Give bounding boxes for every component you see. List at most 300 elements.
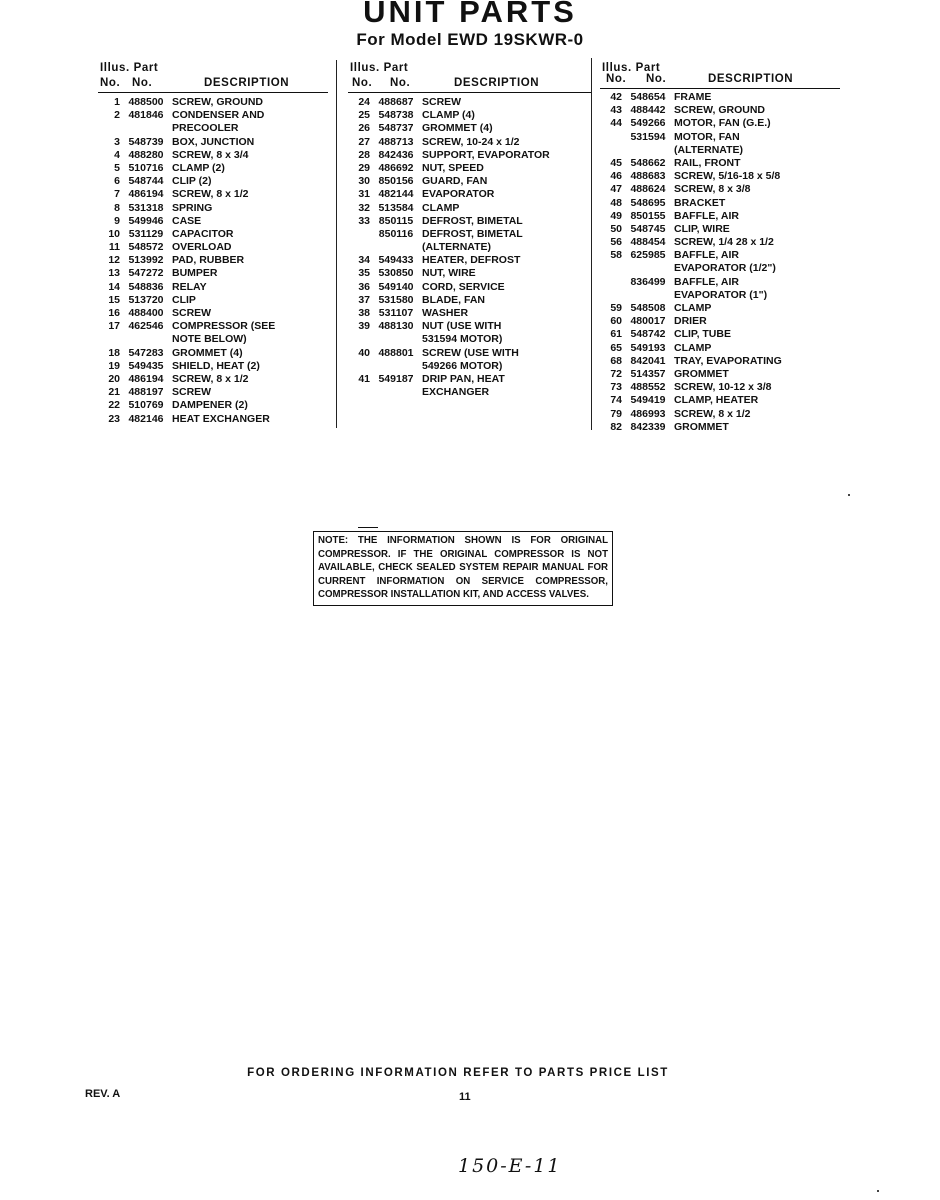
part-number: 850116 xyxy=(378,227,414,240)
illus-number: 56 xyxy=(610,236,622,249)
part-number: 548572 xyxy=(128,241,164,254)
part-number: 842339 xyxy=(630,420,666,433)
part-description: BAFFLE, AIR xyxy=(674,275,739,288)
part-description: CLIP, WIRE xyxy=(674,222,730,235)
part-description: BRACKET xyxy=(674,196,726,209)
part-row xyxy=(98,149,328,162)
part-description: HEAT EXCHANGER xyxy=(172,412,270,425)
part-number: 513584 xyxy=(378,201,414,214)
part-row xyxy=(348,136,592,149)
part-row xyxy=(348,122,592,135)
header-rule xyxy=(348,92,592,93)
part-description: BUMPER xyxy=(172,267,218,280)
part-number: 488400 xyxy=(128,307,164,319)
part-number: 488130 xyxy=(378,320,414,333)
model-subtitle: For Model EWD 19SKWR-0 xyxy=(356,30,584,49)
part-row xyxy=(98,333,328,346)
part-number: 548508 xyxy=(630,302,666,314)
illus-number: 48 xyxy=(610,196,622,209)
part-row xyxy=(348,333,592,346)
illus-number: 39 xyxy=(358,320,370,333)
part-number: 482144 xyxy=(378,188,414,201)
part-number xyxy=(370,241,422,254)
part-description: SPRING xyxy=(172,201,213,214)
illus-number: 32 xyxy=(358,201,370,214)
illus-number: 2 xyxy=(114,109,120,122)
illus-number xyxy=(348,360,370,373)
part-number: 842436 xyxy=(378,148,414,161)
part-description: CORD, SERVICE xyxy=(422,280,505,293)
part-row xyxy=(348,294,592,307)
part-row xyxy=(600,381,840,394)
illus-number: 10 xyxy=(108,227,120,240)
part-row xyxy=(600,421,840,434)
part-row xyxy=(98,347,328,360)
part-row xyxy=(600,262,840,275)
part-row xyxy=(98,413,328,426)
part-description: CLIP (2) xyxy=(172,175,212,188)
part-number: 547272 xyxy=(128,267,164,280)
part-description: GROMMET xyxy=(674,420,729,433)
header-illus-no: No. xyxy=(352,77,373,89)
part-description: CLAMP, HEATER xyxy=(674,394,759,407)
part-number: 488801 xyxy=(378,346,414,359)
scan-speck xyxy=(877,1190,879,1192)
part-description: RAIL, FRONT xyxy=(674,156,741,169)
part-row xyxy=(98,386,328,399)
part-description: SCREW, 8 x 1/2 xyxy=(172,372,249,385)
part-description: 531594 MOTOR) xyxy=(422,333,503,346)
part-row xyxy=(348,347,592,360)
header-illus-no: No. xyxy=(606,73,627,85)
part-description: (ALTERNATE) xyxy=(422,241,492,254)
illus-number: 25 xyxy=(358,109,370,122)
part-row xyxy=(600,408,840,421)
part-row xyxy=(98,267,328,280)
part-row xyxy=(600,91,840,104)
illus-number xyxy=(348,386,370,399)
part-description: SHIELD, HEAT (2) xyxy=(172,359,260,372)
part-number: 549140 xyxy=(378,280,414,293)
part-description: (ALTERNATE) xyxy=(674,143,744,156)
illus-number: 79 xyxy=(610,407,622,420)
illus-number: 43 xyxy=(610,104,622,117)
illus-number: 30 xyxy=(358,175,370,188)
part-description: MOTOR, FAN (G.E.) xyxy=(674,117,771,130)
part-row xyxy=(98,241,328,254)
part-number: 510716 xyxy=(128,161,164,174)
header-part-no: No. xyxy=(390,77,411,89)
part-description: CLAMP (2) xyxy=(172,161,225,174)
part-row xyxy=(348,320,592,333)
illus-number: 35 xyxy=(358,267,370,280)
part-number: 488500 xyxy=(128,96,164,108)
part-description: NOTE BELOW) xyxy=(172,333,247,346)
illus-number: 42 xyxy=(610,91,622,103)
parts-list xyxy=(98,96,328,426)
part-description: DRIER xyxy=(674,315,707,328)
parts-list xyxy=(348,96,592,399)
part-description: SCREW, 8 x 1/2 xyxy=(172,188,249,201)
illus-number: 60 xyxy=(610,315,622,328)
column-divider xyxy=(336,60,337,428)
part-description: SCREW (USE WITH xyxy=(422,346,519,359)
part-number: 486692 xyxy=(378,161,414,174)
part-description: MOTOR, FAN xyxy=(674,130,740,143)
part-row xyxy=(348,267,592,280)
illus-number: 46 xyxy=(610,170,622,183)
illus-number: 16 xyxy=(108,307,120,319)
illus-number: 59 xyxy=(610,302,622,314)
part-row xyxy=(600,342,840,355)
header-illus-part: Illus. Part xyxy=(100,62,159,74)
part-number: 548738 xyxy=(378,109,414,122)
part-description: NUT, WIRE xyxy=(422,267,476,280)
part-row xyxy=(600,315,840,328)
part-number xyxy=(622,289,674,302)
part-description: NUT (USE WITH xyxy=(422,320,502,333)
part-number: 488280 xyxy=(128,148,164,161)
part-description: CLAMP xyxy=(422,201,460,214)
part-number: 548745 xyxy=(630,222,666,235)
illus-number: 27 xyxy=(358,135,370,148)
part-row xyxy=(98,175,328,188)
part-number: 482146 xyxy=(128,412,164,425)
illus-number xyxy=(600,276,622,289)
part-row xyxy=(98,254,328,267)
illus-number: 37 xyxy=(358,293,370,306)
illus-number: 74 xyxy=(610,394,622,407)
part-row xyxy=(600,355,840,368)
parts-list xyxy=(600,91,840,434)
illus-number: 11 xyxy=(108,241,120,254)
illus-number: 12 xyxy=(108,254,120,267)
illus-number: 58 xyxy=(610,249,622,262)
part-row xyxy=(348,228,592,241)
part-row xyxy=(348,175,592,188)
part-row xyxy=(98,373,328,386)
column-header xyxy=(98,58,328,93)
part-description: WASHER xyxy=(422,307,469,319)
illus-number: 44 xyxy=(610,117,622,130)
illus-number xyxy=(600,131,622,144)
part-number: 549419 xyxy=(630,394,666,407)
part-row xyxy=(348,188,592,201)
part-number: 486194 xyxy=(128,372,164,385)
part-number: 549187 xyxy=(378,372,414,385)
part-row xyxy=(98,96,328,109)
part-description: DAMPENER (2) xyxy=(172,399,248,412)
part-row xyxy=(98,281,328,294)
part-description: TRAY, EVAPORATING xyxy=(674,354,782,367)
illus-number: 82 xyxy=(610,420,622,433)
part-number: 549946 xyxy=(128,214,164,227)
illus-number xyxy=(98,333,120,346)
part-description: SCREW, 1/4 28 x 1/2 xyxy=(674,236,774,249)
part-number: 842041 xyxy=(630,354,666,367)
part-row xyxy=(600,197,840,210)
illus-number xyxy=(600,144,622,157)
part-number: 488687 xyxy=(378,96,414,108)
part-description: COMPRESSOR (SEE xyxy=(172,320,276,333)
part-description: OVERLOAD xyxy=(172,241,232,254)
part-number: 488713 xyxy=(378,135,414,148)
illus-number: 3 xyxy=(114,135,120,148)
illus-number: 14 xyxy=(108,280,120,293)
illus-number: 17 xyxy=(108,320,120,333)
part-description: CLIP, TUBE xyxy=(674,328,731,341)
illus-number: 29 xyxy=(358,161,370,174)
scan-speck xyxy=(848,494,850,496)
part-row xyxy=(600,249,840,262)
header-description: DESCRIPTION xyxy=(454,77,540,89)
part-description: SCREW, 8 x 1/2 xyxy=(674,407,751,420)
header-illus-part: Illus. Part xyxy=(602,62,661,74)
part-description: GROMMET (4) xyxy=(422,122,493,135)
header-part-no: No. xyxy=(132,77,153,89)
illus-number: 38 xyxy=(358,307,370,319)
part-description: GUARD, FAN xyxy=(422,175,488,188)
part-description: DEFROST, BIMETAL xyxy=(422,214,523,227)
illus-number: 31 xyxy=(358,188,370,201)
ordering-info: FOR ORDERING INFORMATION REFER TO PARTS PRICE LIST xyxy=(247,1067,669,1079)
part-row xyxy=(348,215,592,228)
part-row xyxy=(348,162,592,175)
part-row xyxy=(600,144,840,157)
illus-number: 36 xyxy=(358,280,370,293)
part-number: 836499 xyxy=(630,275,666,288)
part-description: CLIP xyxy=(172,293,196,306)
parts-column-2 xyxy=(348,58,592,399)
note-mark xyxy=(358,527,378,528)
part-description: CAPACITOR xyxy=(172,227,234,240)
part-row xyxy=(600,183,840,196)
page-number: 11 xyxy=(459,1091,471,1103)
part-description: SCREW, GROUND xyxy=(674,104,766,117)
part-description: EVAPORATOR (1") xyxy=(674,288,768,301)
part-description: BLADE, FAN xyxy=(422,293,485,306)
part-number: 510769 xyxy=(128,399,164,412)
part-description: 549266 MOTOR) xyxy=(422,359,503,372)
part-description: SCREW, 5/16-18 x 5/8 xyxy=(674,170,781,183)
part-row xyxy=(600,157,840,170)
part-description: BAFFLE, AIR xyxy=(674,249,739,262)
header-description: DESCRIPTION xyxy=(204,77,290,89)
part-number xyxy=(370,333,422,346)
page-title: UNIT PARTS xyxy=(363,0,577,29)
part-number: 549435 xyxy=(128,359,164,372)
header-rule xyxy=(98,92,328,93)
illus-number xyxy=(348,241,370,254)
illus-number: 47 xyxy=(610,183,622,196)
part-number: 549193 xyxy=(630,341,666,354)
part-description: SCREW xyxy=(172,307,212,319)
part-row xyxy=(348,307,592,320)
part-number: 548654 xyxy=(630,91,666,103)
part-number: 548742 xyxy=(630,328,666,341)
part-row xyxy=(98,294,328,307)
part-number: 488442 xyxy=(630,104,666,117)
part-number: 513720 xyxy=(128,293,164,306)
part-description: CASE xyxy=(172,214,202,227)
parts-column-3 xyxy=(600,58,840,434)
illus-number: 28 xyxy=(358,148,370,161)
part-row xyxy=(348,109,592,122)
part-number: 549433 xyxy=(378,254,414,267)
part-number: 488454 xyxy=(630,236,666,249)
illus-number: 23 xyxy=(108,412,120,425)
header-rule xyxy=(600,88,840,89)
part-number: 488552 xyxy=(630,381,666,394)
part-row xyxy=(348,360,592,373)
illus-number: 22 xyxy=(108,399,120,412)
illus-number: 1 xyxy=(114,96,120,108)
part-row xyxy=(98,122,328,135)
part-number xyxy=(120,333,172,346)
part-number: 548737 xyxy=(378,122,414,135)
part-row xyxy=(600,170,840,183)
part-number: 531594 xyxy=(630,130,666,143)
part-number: 486993 xyxy=(630,407,666,420)
column-divider xyxy=(591,58,592,430)
part-description: PAD, RUBBER xyxy=(172,254,245,267)
illus-number: 24 xyxy=(358,96,370,108)
part-row xyxy=(98,109,328,122)
handwritten-code: 150-E-11 xyxy=(458,1155,562,1177)
part-number: 531580 xyxy=(378,293,414,306)
part-number xyxy=(370,386,422,399)
part-number: 548662 xyxy=(630,156,666,169)
part-row xyxy=(348,373,592,386)
illus-number: 50 xyxy=(610,222,622,235)
illus-number xyxy=(98,122,120,135)
part-description: NUT, SPEED xyxy=(422,161,484,174)
illus-number: 9 xyxy=(114,214,120,227)
part-description: BAFFLE, AIR xyxy=(674,209,739,222)
part-row xyxy=(600,394,840,407)
part-row xyxy=(600,210,840,223)
part-description: HEATER, DEFROST xyxy=(422,254,521,267)
part-row xyxy=(600,104,840,117)
part-number: 514357 xyxy=(630,367,666,380)
part-row xyxy=(348,241,592,254)
header-illus-part: Illus. Part xyxy=(350,62,409,74)
part-row xyxy=(98,228,328,241)
part-number: 548739 xyxy=(128,135,164,148)
part-row xyxy=(600,302,840,315)
part-number: 548836 xyxy=(128,280,164,293)
part-number: 480017 xyxy=(630,315,666,328)
part-row xyxy=(600,328,840,341)
illus-number: 26 xyxy=(358,122,370,135)
part-row xyxy=(98,188,328,201)
part-number xyxy=(622,262,674,275)
illus-number: 6 xyxy=(114,175,120,188)
part-row xyxy=(600,131,840,144)
illus-number xyxy=(600,262,622,275)
part-number xyxy=(370,360,422,373)
part-row xyxy=(600,117,840,130)
part-row xyxy=(98,360,328,373)
illus-number xyxy=(348,333,370,346)
part-number: 513992 xyxy=(128,254,164,267)
part-description: EVAPORATOR xyxy=(422,188,495,201)
part-number: 488624 xyxy=(630,183,666,196)
illus-number: 34 xyxy=(358,254,370,267)
part-description: EXCHANGER xyxy=(422,386,490,399)
illus-number: 72 xyxy=(610,367,622,380)
part-description: BOX, JUNCTION xyxy=(172,135,255,148)
illus-number: 68 xyxy=(610,354,622,367)
part-description: DEFROST, BIMETAL xyxy=(422,227,523,240)
part-description: CLAMP xyxy=(674,341,712,354)
illus-number: 41 xyxy=(358,372,370,385)
part-number: 462546 xyxy=(128,320,164,333)
illus-number: 18 xyxy=(108,346,120,359)
part-row xyxy=(348,386,592,399)
part-row xyxy=(98,307,328,320)
illus-number: 7 xyxy=(114,188,120,201)
illus-number: 5 xyxy=(114,161,120,174)
illus-number: 61 xyxy=(610,328,622,341)
part-description: SCREW xyxy=(172,386,212,399)
part-description: PRECOOLER xyxy=(172,122,239,135)
part-row xyxy=(348,254,592,267)
part-number: 488683 xyxy=(630,170,666,183)
part-row xyxy=(98,136,328,149)
part-description: SCREW, 8 x 3/4 xyxy=(172,148,249,161)
part-number: 531318 xyxy=(128,201,164,214)
header-part-no: No. xyxy=(646,73,667,85)
part-row xyxy=(98,320,328,333)
part-number: 625985 xyxy=(630,249,666,262)
illus-number: 21 xyxy=(108,386,120,399)
header-illus-no: No. xyxy=(100,77,121,89)
illus-number: 13 xyxy=(108,267,120,280)
part-row xyxy=(348,281,592,294)
part-number: 481846 xyxy=(128,109,164,122)
part-description: GROMMET xyxy=(674,367,729,380)
part-row xyxy=(600,368,840,381)
illus-number: 4 xyxy=(114,148,120,161)
part-description: SCREW xyxy=(422,96,462,108)
revision-label: REV. A xyxy=(85,1088,121,1100)
illus-number: 40 xyxy=(358,346,370,359)
part-description: SCREW, GROUND xyxy=(172,96,264,108)
illus-number: 33 xyxy=(358,214,370,227)
part-row xyxy=(98,162,328,175)
part-row xyxy=(98,399,328,412)
part-description: CLAMP (4) xyxy=(422,109,475,122)
illus-number: 65 xyxy=(610,341,622,354)
part-number: 850155 xyxy=(630,209,666,222)
illus-number xyxy=(600,289,622,302)
part-number: 531107 xyxy=(378,307,414,319)
part-description: SCREW, 10-24 x 1/2 xyxy=(422,135,520,148)
part-row xyxy=(600,223,840,236)
illus-number: 15 xyxy=(108,293,120,306)
part-number: 488197 xyxy=(128,386,164,399)
part-number xyxy=(622,144,674,157)
compressor-note: NOTE: THE INFORMATION SHOWN IS FOR ORIGINAL COMPRESSOR. IF THE ORIGINAL COMPRESSOR IS NOT AVAILABLE, CHECK SEALED SYSTEM REPAIR MANUAL FOR CURRENT INFORMATION ON SERVICE COMPRESSOR, COMPRESSOR INSTALLATION KIT, AND ACCESS VALVES. xyxy=(313,531,613,606)
part-description: EVAPORATOR (1/2") xyxy=(674,262,776,275)
part-description: RELAY xyxy=(172,280,207,293)
part-description: SUPPORT, EVAPORATOR xyxy=(422,148,550,161)
part-row xyxy=(600,276,840,289)
part-description: FRAME xyxy=(674,91,712,103)
part-row xyxy=(348,149,592,162)
part-number: 548744 xyxy=(128,175,164,188)
